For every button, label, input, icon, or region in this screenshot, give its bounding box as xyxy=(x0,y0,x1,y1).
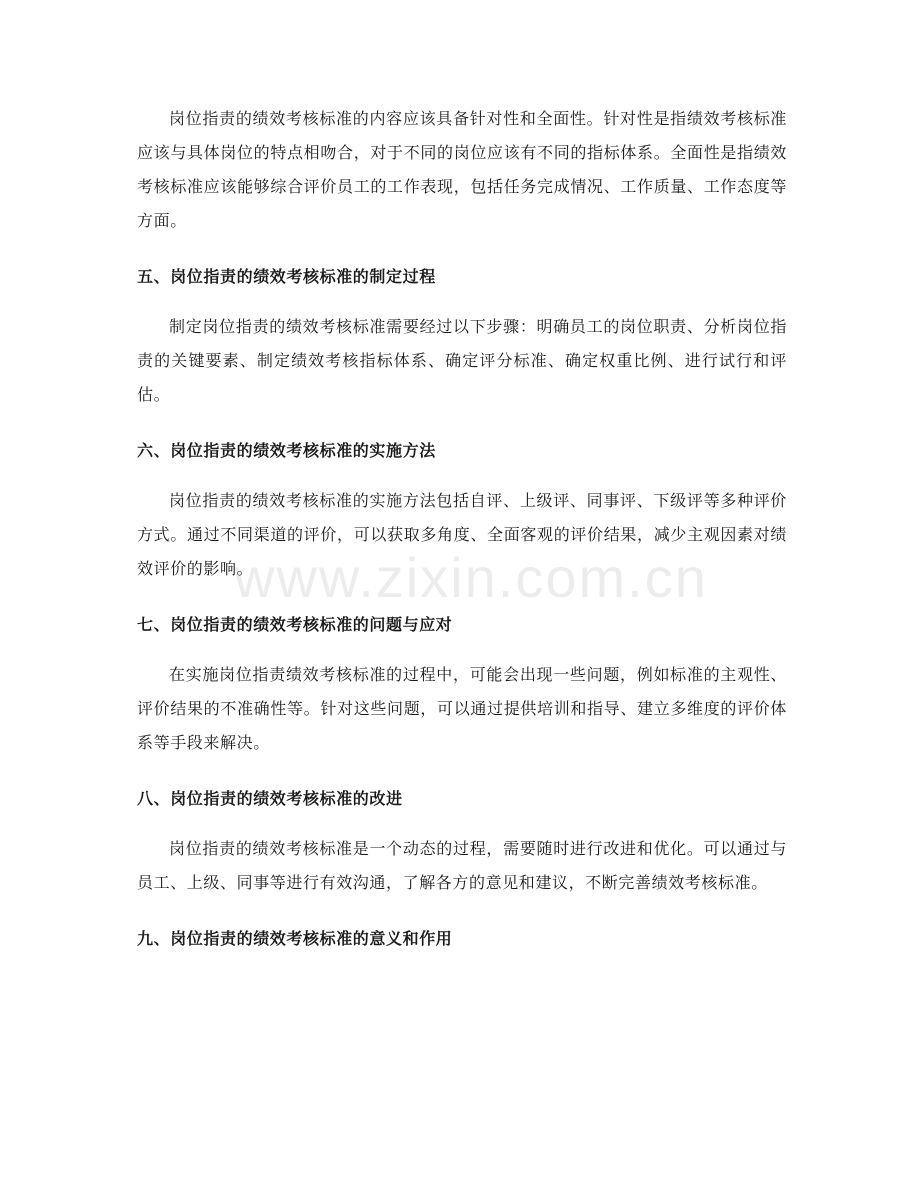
paragraph-7: 在实施岗位指责绩效考核标准的过程中，可能会出现一些问题，例如标准的主观性、评价结果的不准确性等。针对这些问题，可以通过提供培训和指导、建立多维度的评价体系等手段来解决。 xyxy=(137,665,787,752)
section-heading-6: 六、岗位指责的绩效考核标准的实施方法 xyxy=(137,441,436,460)
paragraph-8: 岗位指责的绩效考核标准是一个动态的过程，需要随时进行改进和优化。可以通过与员工、上级、同事等进行有效沟通，了解各方的意见和建议，不断完善绩效考核标准。 xyxy=(137,839,787,892)
section-heading-9: 九、岗位指责的绩效考核标准的意义和作用 xyxy=(137,929,453,948)
section-heading-5: 五、岗位指责的绩效考核标准的制定过程 xyxy=(137,267,436,286)
paragraph-intro: 岗位指责的绩效考核标准的内容应该具备针对性和全面性。针对性是指绩效考核标准应该与具体岗位的特点相吻合，对于不同的岗位应该有不同的指标体系。全面性是指绩效考核标准应该能够综合评价员工的工作表现，包括任务完成情况、工作质量、工作态度等方面。 xyxy=(137,109,787,230)
section-heading-8: 八、岗位指责的绩效考核标准的改进 xyxy=(137,789,403,808)
document-body xyxy=(137,102,787,956)
section-heading-7: 七、岗位指责的绩效考核标准的问题与应对 xyxy=(137,615,453,634)
paragraph-5: 制定岗位指责的绩效考核标准需要经过以下步骤：明确员工的岗位职责、分析岗位指责的关键要素、制定绩效考核指标体系、确定评分标准、确定权重比例、进行试行和评估。 xyxy=(137,317,787,404)
paragraph-6: 岗位指责的绩效考核标准的实施方法包括自评、上级评、同事评、下级评等多种评价方式。通过不同渠道的评价，可以获取多角度、全面客观的评价结果，减少主观因素对绩效评价的影响。 xyxy=(137,491,787,578)
watermark: www.zixin.com.cn xyxy=(234,546,708,609)
